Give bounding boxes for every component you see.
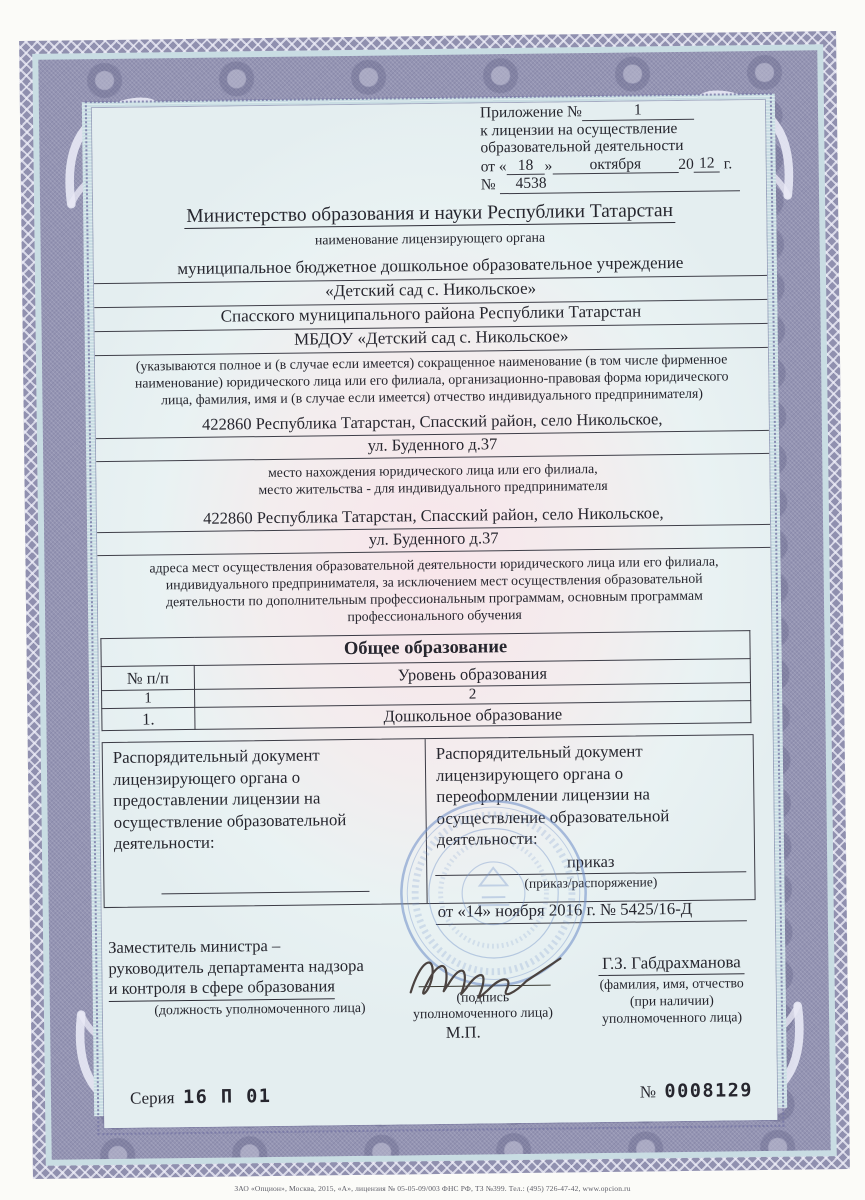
- caption-line: индивидуального предпринимателя, за исключением мест осуществления образовательной: [165, 570, 703, 593]
- table-col2-header: Уровень образования: [194, 659, 750, 690]
- blank-underline: [161, 878, 369, 894]
- license-grant-order-cell: [103, 739, 428, 907]
- name-caption-line: (при наличии): [629, 992, 714, 1009]
- form-series-number: [104, 1080, 777, 1109]
- annex-date-prefix: от «: [480, 157, 507, 175]
- table-col1-index: 1: [102, 689, 195, 708]
- position-line: руководитель департамента надзора: [108, 955, 364, 978]
- position-line: Заместитель министра –: [108, 935, 281, 958]
- form-number-group: [640, 1080, 753, 1102]
- organization-line: муниципальное бюджетное дошкольное образовательное учреждение: [94, 252, 767, 284]
- address-line: ул. Буденного д.37: [96, 431, 769, 462]
- printer-imprint-line: ЗАО «Опцион», Москва, 2015, «А», лицензия № 05-05-09/003 ФНС РФ, ТЗ №399. Тел.: (495) 726-47-42, www.opcion.ru: [234, 1184, 631, 1193]
- license-number-label: №: [480, 176, 496, 194]
- caption-line: профессионального обучения: [347, 606, 522, 625]
- address-line: ул. Буденного д.37: [97, 525, 770, 556]
- position-caption: (должность уполномоченного лица): [154, 999, 366, 1017]
- signature-caption: уполномоченного лица): [412, 1004, 554, 1022]
- annex-header-block: [480, 100, 765, 194]
- annex-date-suffix: г.: [723, 154, 733, 172]
- education-level-cell: Дошкольное образование: [195, 701, 751, 730]
- caption-line: место жительства - для индивидуального предпринимателя: [258, 477, 608, 498]
- annex-date-century: 20: [678, 155, 694, 173]
- order-type-caption: (приказ/распоряжение): [524, 873, 658, 891]
- grant-order-text: Распорядительный документ лицензирующего органа о предоставлении лицензии на осуществление образовательной деятельности:: [112, 745, 347, 853]
- annex-number-value: 1: [582, 101, 694, 121]
- organization-name-block: [94, 252, 768, 356]
- annex-label: Приложение №: [479, 103, 582, 122]
- name-caption-line: (фамилия, имя, отчество: [599, 975, 744, 993]
- caption-line: (указываются полное и (в случае если имеется) сокращенное наименование (в том числе фирменное: [135, 351, 728, 374]
- series-label: Серия: [129, 1088, 175, 1108]
- seal-place-mark: М.П.: [445, 1022, 481, 1042]
- organization-line: Спасского муниципального района Республики Татарстан: [94, 300, 767, 332]
- authority-caption: наименование лицензирующего органа: [314, 229, 546, 248]
- authority-name: Министерство образования и науки Республики Татарстан: [184, 200, 675, 229]
- activity-address-caption: [103, 552, 765, 628]
- address-line: 422860 Республика Татарстан, Спасский район, село Никольское,: [96, 408, 769, 439]
- table-title: Общее образование: [101, 631, 750, 667]
- legal-address-caption: [96, 458, 769, 500]
- row-number-cell: 1.: [102, 707, 195, 730]
- caption-line: место нахождения юридического лица или его филиала,: [267, 460, 598, 481]
- position-line-underlined: и контроля в сфере образования: [109, 976, 336, 1001]
- caption-line: наименование) юридического лица или его филиала, организационно-правовая форма юридического: [134, 368, 729, 391]
- order-type-value: приказ: [435, 850, 746, 876]
- education-levels-table: [100, 630, 751, 731]
- annex-date-year: 12: [694, 154, 720, 173]
- table-col1-header: № п/п: [101, 665, 194, 690]
- series-value: 16 П 01: [182, 1086, 272, 1109]
- organization-line: «Детский сад с. Никольское»: [94, 276, 767, 308]
- reissue-order-text: Распорядительный документ лицензирующего органа о переоформлении лицензии на осуществление образовательной деятельности:: [435, 741, 670, 849]
- caption-line: деятельности по дополнительным профессиональным программам, основным программам: [165, 587, 703, 610]
- series-group: [130, 1086, 272, 1109]
- handwritten-signature: [404, 938, 573, 1006]
- certificate-sheet: [19, 31, 850, 1179]
- legal-address-block: [96, 408, 770, 462]
- order-date-number: от «14» ноября 2016 г. № 5425/16-Д: [436, 898, 747, 925]
- annex-date-quote: »: [544, 157, 553, 175]
- license-number-value: 4538: [499, 172, 739, 193]
- signatory-name-block: [564, 952, 779, 1028]
- organization-line: МБДОУ «Детский сад с. Никольское»: [95, 324, 768, 356]
- annex-date-month: октября: [552, 154, 678, 174]
- activity-address-block: [97, 502, 771, 556]
- authority-name-line: [93, 199, 766, 229]
- form-number-value: 0008129: [664, 1080, 754, 1103]
- annex-date-day: 18: [506, 156, 544, 175]
- address-line: 422860 Республика Татарстан, Спасский район, село Никольское,: [97, 502, 770, 533]
- caption-line: адреса мест осуществления образовательной деятельности юридического лица или его филиала,: [149, 553, 719, 576]
- organization-caption: [101, 350, 763, 409]
- table-col2-index: 2: [195, 683, 751, 708]
- caption-line: лица, фамилия, имя и (в случае если имеется) отчество индивидуального предпринимателя): [160, 385, 703, 408]
- signatory-name: Г.З. Габдрахманова: [598, 952, 745, 976]
- name-caption-line: уполномоченного лица): [602, 1009, 743, 1026]
- signature-caption: (подпись: [456, 989, 510, 1005]
- document-body: [92, 100, 777, 1128]
- annex-line: к лицензии на осуществление: [480, 119, 678, 139]
- form-number-label: №: [639, 1082, 657, 1102]
- annex-line: образовательной деятельности: [480, 136, 684, 157]
